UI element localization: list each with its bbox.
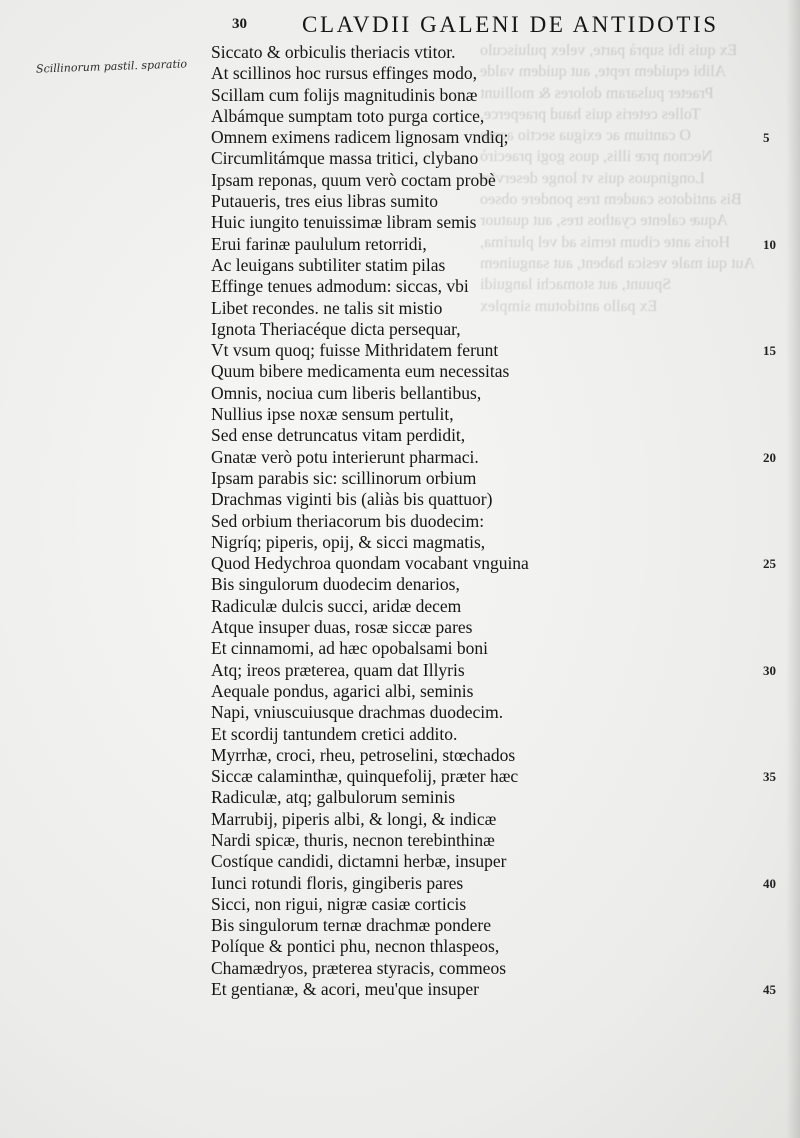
line-number: 35 bbox=[763, 769, 776, 785]
verse-line: Ipsam parabis sic: scillinorum orbium bbox=[211, 467, 477, 488]
bleed-through-line: Praeter pulsaram dolores & molliunt bbox=[480, 84, 714, 102]
verse-line: Nardi spicæ, thuris, necnon terebinthinæ bbox=[211, 829, 495, 850]
verse-line: Scillam cum folijs magnitudinis bonæ bbox=[211, 84, 478, 105]
verse-line: Et cinnamomi, ad hæc opobalsami boni bbox=[211, 638, 489, 659]
line-number: 10 bbox=[763, 236, 776, 252]
bleed-through-line: Aquæ calente cyathos tres, aut quatuor bbox=[480, 212, 728, 230]
verse-line: Ac leuigans subtiliter statim pilas bbox=[211, 254, 446, 275]
line-number: 45 bbox=[763, 982, 776, 998]
verse-line: Marrubij, piperis albi, & longi, & indicæ bbox=[211, 808, 497, 829]
verse-line: Quod Hedychroa quondam vocabant vnguina bbox=[211, 553, 529, 574]
verse-line: Chamædryos, præterea styracis, commeos bbox=[211, 957, 507, 978]
bleed-through-line: O cantium ac exigua sectio aceto bbox=[480, 127, 692, 145]
verse-line: Et scordij tantundem cretici addito. bbox=[211, 723, 458, 744]
verse-line: Circumlitámque massa tritici, clybano bbox=[211, 148, 479, 169]
verse-line: Sed orbium theriacorum bis duodecim: bbox=[211, 510, 485, 531]
verse-line: Albámque sumptam toto purga cortice, bbox=[211, 105, 485, 126]
page-edge-shadow bbox=[786, 0, 800, 1138]
verse-line: Libet recondes. ne talis sit mistio bbox=[211, 297, 443, 318]
line-number: 25 bbox=[763, 556, 776, 572]
verse-line: Nullius ipse noxæ sensum pertulit, bbox=[211, 404, 454, 425]
verse-line: Nigríq; piperis, opij, & sicci magmatis, bbox=[211, 531, 486, 552]
bleed-through-line: Spuunt, aut stomachi languidi bbox=[480, 276, 672, 294]
line-number: 20 bbox=[763, 449, 776, 465]
verse-line: Omnis, nociua cum liberis bellantibus, bbox=[211, 382, 482, 403]
verse-line: Gnatæ verò potu interierunt pharmaci. bbox=[211, 446, 479, 467]
verse-line: Ignota Theriacéque dicta persequar, bbox=[211, 318, 461, 339]
verse-line: Putaueris, tres eius libras sumito bbox=[211, 191, 438, 212]
verse-line: Atque insuper duas, rosæ siccæ pares bbox=[211, 617, 473, 638]
line-number: 40 bbox=[763, 875, 776, 891]
bleed-through-line: Ex pallo antidotum simplex bbox=[480, 297, 658, 315]
line-number: 15 bbox=[763, 343, 776, 359]
verse-line: Sicci, non rigui, nigræ casiæ corticis bbox=[211, 893, 467, 914]
line-number: 5 bbox=[763, 130, 770, 146]
verse-line: Sed ense detruncatus vitam perdidit, bbox=[211, 425, 466, 446]
running-head: CLAVDII GALENI DE ANTIDOTIS bbox=[302, 12, 719, 37]
verse-line: Atq; ireos præterea, quam dat Illyris bbox=[211, 659, 465, 680]
page-number: 30 bbox=[232, 16, 247, 32]
verse-line: Bis singulorum duodecim denarios, bbox=[211, 574, 460, 595]
verse-text bbox=[211, 42, 529, 1000]
verse-line: Iunci rotundi floris, gingiberis pares bbox=[211, 872, 464, 893]
verse-line: Omnem eximens radicem lignosam vndiq; bbox=[211, 127, 509, 148]
verse-line: Siccato & orbiculis theriacis vtitor. bbox=[211, 42, 456, 62]
verse-line: Ipsam reponas, quum verò coctam probè bbox=[211, 169, 496, 190]
verse-line: At scillinos hoc rursus effinges modo, bbox=[211, 63, 478, 84]
verse-line: Políque & pontici phu, necnon thlaspeos, bbox=[211, 936, 500, 957]
bleed-through-line: Necnon præ illis, quos gogi praecirò bbox=[480, 148, 713, 166]
verse-line: Radiculæ, atq; galbulorum seminis bbox=[211, 787, 456, 808]
bleed-through-line: Aut qui male vesica habent, aut sanguinem bbox=[480, 254, 756, 272]
bleed-through-line: Tolles ceteris quis haud praeperce, bbox=[480, 105, 701, 123]
verse-line: Quum bibere medicamenta eum necessitas bbox=[211, 361, 510, 382]
verse-line: Bis singulorum ternæ drachmæ pondere bbox=[211, 915, 491, 936]
verse-line: Radiculæ dulcis succi, aridæ decem bbox=[211, 595, 462, 616]
verse-line: Aequale pondus, agarici albi, seminis bbox=[211, 680, 474, 701]
line-number: 30 bbox=[763, 662, 776, 678]
verse-line: Myrrhæ, croci, rheu, petroselini, stœchados bbox=[211, 744, 516, 765]
verse-line: Costíque candidi, dictamni herbæ, insuper bbox=[211, 851, 507, 872]
bleed-through-line: Alibi equidem repte, aut quidem valde bbox=[480, 63, 727, 81]
verse-line: Siccæ calaminthæ, quinquefolij, præter hæc bbox=[211, 766, 519, 787]
verse-line: Huic iungito tenuissimæ libram semis bbox=[211, 212, 477, 233]
verse-line: Napi, vniuscuiusque drachmas duodecim. bbox=[211, 702, 504, 723]
bleed-through-line: Ex quis ibi suprà parte, velex puluisculo bbox=[480, 42, 738, 59]
verse-line: Effinge tenues admodum: siccas, vbi bbox=[211, 276, 469, 297]
bleed-through-line: Bis antidotos caudem tres pondere obseo bbox=[480, 191, 742, 209]
bleed-through-line: Longinquos quis vt longe deserviet bbox=[480, 169, 705, 187]
verse-line: Drachmas viginti bis (aliàs bis quattuor) bbox=[211, 489, 493, 510]
verse-line: Et gentianæ, & acori, meu'que insuper bbox=[211, 979, 480, 1000]
bleed-through-line: Horis ante cibum ternis ad vel plurima, bbox=[480, 233, 731, 251]
verse-line: Vt vsum quoq; fuisse Mithridatem ferunt bbox=[211, 340, 499, 361]
handwritten-margin-note: Scillinorum pastil. sparatio bbox=[35, 57, 188, 76]
verse-line: Erui farinæ paululum retorridi, bbox=[211, 233, 427, 254]
